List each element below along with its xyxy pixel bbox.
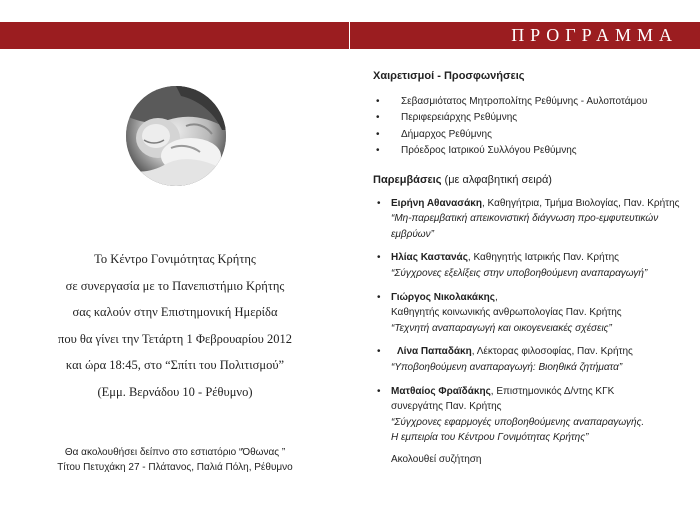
speaker-name: Γιώργος Νικολακάκης — [391, 291, 495, 303]
talk-item — [373, 196, 693, 243]
program-content — [373, 70, 693, 465]
intro-line: και ώρα 18:45, στο “Σπίτι του Πολιτισμού” — [65, 358, 285, 372]
talk-title: “Τεχνητή αναπαραγωγή και οικογενειακές σχέσεις” — [391, 322, 612, 334]
talks-list — [373, 196, 693, 446]
photo-image-icon — [126, 86, 226, 186]
talk-title: “Μη-παρεμβατική απεικονιστική διάγνωση προ-εμφυτευτικών εμβρύων” — [391, 213, 659, 240]
intro-line: σας καλούν στην Επιστημονική Ημερίδα — [72, 305, 278, 319]
speaker-name: Ειρήνη Αθανασάκη — [391, 197, 482, 209]
greetings-heading: Χαιρετισμοί - Προσφωνήσεις — [373, 70, 525, 82]
list-item: • Περιφερειάρχης Ρεθύμνης — [373, 110, 693, 126]
speaker-affiliation: , Επιστημονικός Δ/ντης ΚΓΚ — [490, 385, 615, 397]
talks-heading — [373, 174, 693, 186]
speaker-name: Ματθαίος Φραϊδάκης — [391, 385, 491, 397]
dinner-note — [0, 446, 350, 475]
talk-item — [373, 384, 693, 446]
talk-item — [373, 344, 693, 375]
list-item: • Πρόεδρος Ιατρικού Συλλόγου Ρεθύμνης — [373, 143, 693, 159]
dinner-line: Θα ακολουθήσει δείπνο στο εστιατόριο “Όθωνας ” — [64, 447, 286, 458]
closing-note: Ακολουθεί συζήτηση — [391, 453, 482, 465]
list-item: • Δήμαρχος Ρεθύμνης — [373, 127, 693, 143]
speaker-affiliation: , Καθηγητής Ιατρικής Παν. Κρήτης — [467, 252, 619, 264]
talks-heading-note: (με αλφαβητική σειρά) — [444, 173, 552, 186]
intro-line: (Εμμ. Βερνάδου 10 - Ρέθυμνο) — [97, 384, 253, 399]
speaker-affiliation: , Λέκτορας φιλοσοφίας, Παν. Κρήτης — [471, 346, 633, 358]
newborn-photo — [126, 86, 226, 186]
greetings-list — [373, 94, 693, 160]
intro-line: Το Κέντρο Γονιμότητας Κρήτης — [94, 252, 256, 266]
talk-title: “Σύγχρονες εφαρμογές υποβοηθούμενης αναπαραγωγής. — [391, 416, 645, 428]
talk-title: “Σύγχρονες εξελίξεις στην υποβοηθούμενη αναπαραγωγή” — [391, 268, 648, 279]
list-item: • Σεβασμιότατος Μητροπολίτης Ρεθύμνης - Αυλοποτάμου — [373, 94, 693, 110]
speaker-affiliation: , — [494, 291, 498, 303]
talk-item — [373, 250, 693, 281]
speaker-affiliation: , Καθηγήτρια, Τμήμα Βιολογίας, Παν. Κρήτης — [481, 197, 680, 209]
talk-title-line2: Η εμπειρία του Κέντρου Γονιμότητας Κρήτης” — [391, 432, 589, 444]
speaker-name: Ηλίας Καστανάς — [391, 252, 468, 264]
left-banner — [0, 22, 349, 49]
program-banner — [350, 22, 700, 49]
invitation-text — [0, 246, 350, 405]
intro-line: που θα γίνει την Τετάρτη 1 Φεβρουαρίου 2012 — [58, 331, 292, 346]
talk-item — [373, 290, 693, 337]
speaker-affiliation-line2: Καθηγητής κοινωνικής ανθρωπολογίας Παν. Κρήτης — [391, 307, 622, 319]
right-panel — [350, 0, 700, 518]
intro-line: σε συνεργασία με το Πανεπιστήμιο Κρήτης — [65, 278, 285, 293]
speaker-name: Λίνα Παπαδάκη — [397, 346, 472, 358]
speaker-affiliation-line2: συνεργάτης Παν. Κρήτης — [391, 401, 502, 413]
talk-title: “Υποβοηθούμενη αναπαραγωγή: Βιοηθικά ζητήματα” — [391, 361, 623, 373]
program-title: ΠΡΟΓΡΑΜΜΑ — [511, 25, 678, 45]
dinner-line: Τίτου Πετυχάκη 27 - Πλάτανος, Παλιά Πόλη, Ρέθυμνο — [57, 461, 293, 473]
talks-heading-label: Παρεμβάσεις — [373, 173, 442, 186]
